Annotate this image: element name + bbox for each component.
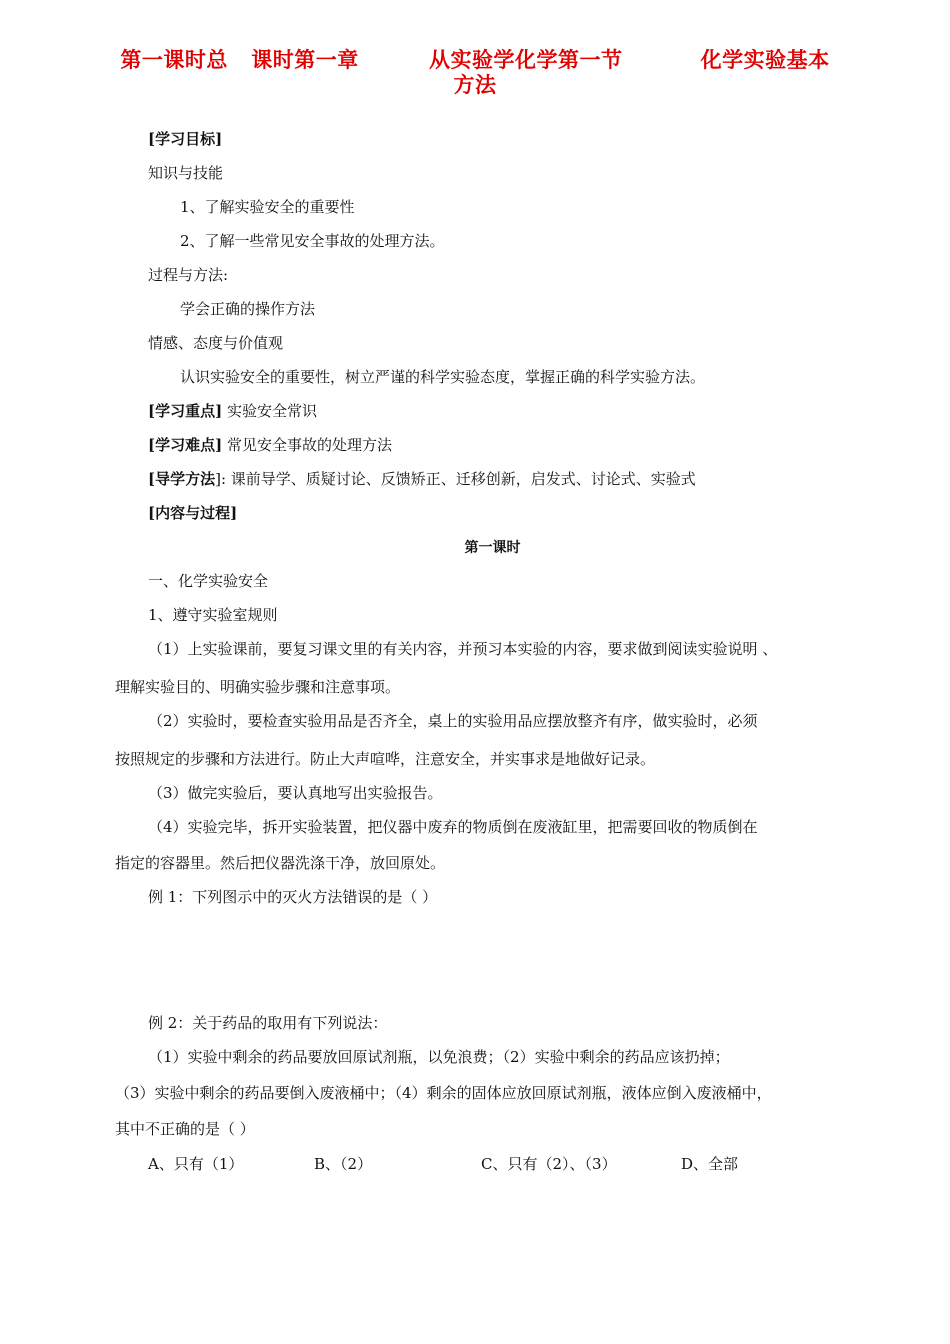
- option-c: C、只有（2）、（3）: [481, 1155, 617, 1173]
- rule-1-line-2: 理解实验目的、明确实验步骤和注意事项。: [115, 678, 401, 696]
- option-d: D、全部: [681, 1155, 739, 1173]
- document-title: [0, 48, 950, 98]
- difficulty-label: [学习难点]: [148, 436, 223, 454]
- difficulty-row: [148, 434, 392, 456]
- example-1: 例 1：下列图示中的灭火方法错误的是（ ）: [148, 888, 438, 906]
- title-line-2: 方法: [453, 73, 497, 97]
- rule-1-line-1: （1）上实验课前，要复习课文里的有关内容，并预习本实验的内容，要求做到阅读实验说明 、: [148, 640, 778, 658]
- method-label: [导学方法: [148, 470, 216, 488]
- lesson-title: 第一课时: [464, 540, 521, 556]
- difficulty-text: 常见安全事故的处理方法: [222, 436, 392, 454]
- knowledge-item-1: 1、了解实验安全的重要性: [180, 198, 355, 216]
- goals-header: [学习目标]: [148, 130, 223, 148]
- rule-2-line-2: 按照规定的步骤和方法进行。防止大声喧哗，注意安全，并实事求是地做好记录。: [115, 750, 656, 768]
- option-a: A、只有（1）: [148, 1155, 244, 1173]
- method-text: ]: 课前导学、质疑讨论、反馈矫正、迁移创新，启发式、讨论式、实验式: [215, 470, 696, 488]
- example-2-line-2: （3）实验中剩余的药品要倒入废液桶中；（4）剩余的固体应放回原试剂瓶，液体应倒入废液桶中，: [115, 1084, 772, 1102]
- rule-2-line-1: （2）实验时，要检查实验用品是否齐全，桌上的实验用品应摆放整齐有序，做实验时，必须: [148, 712, 758, 730]
- option-b: B、（2）: [314, 1155, 373, 1173]
- example-2-line-1: （1）实验中剩余的药品要放回原试剂瓶，以免浪费；（2）实验中剩余的药品应该扔掉；: [148, 1048, 730, 1066]
- example-2-intro: 例 2：关于药品的取用有下列说法：: [148, 1014, 388, 1032]
- content-header: [内容与过程]: [148, 504, 238, 522]
- rule-4-line-2: 指定的容器里。然后把仪器洗涤干净，放回原处。: [115, 854, 446, 872]
- focus-row: [148, 400, 317, 422]
- focus-label: [学习重点]: [148, 402, 223, 420]
- example-2-line-3: 其中不正确的是（ ）: [115, 1120, 255, 1138]
- rule-4-line-1: （4）实验完毕，拆开实验装置，把仪器中废弃的物质倒在废液缸里，把需要回收的物质倒在: [148, 818, 758, 836]
- process-heading: 过程与方法:: [148, 266, 229, 284]
- process-item-1: 学会正确的操作方法: [180, 300, 316, 318]
- emotion-heading: 情感、态度与价值观: [148, 334, 284, 352]
- section-1-heading: 一、化学实验安全: [148, 572, 269, 590]
- rules-heading: 1、遵守实验室规则: [148, 606, 278, 624]
- emotion-item-1: 认识实验安全的重要性，树立严谨的科学实验态度，掌握正确的科学实验方法。: [180, 368, 706, 386]
- title-line-1: 第一课时总 课时第一章 从实验学化学第一节 化学实验基本: [120, 48, 830, 72]
- knowledge-heading: 知识与技能: [148, 164, 224, 182]
- rule-3: （3）做完实验后，要认真地写出实验报告。: [148, 784, 443, 802]
- focus-text: 实验安全常识: [222, 402, 317, 420]
- knowledge-item-2: 2、了解一些常见安全事故的处理方法。: [180, 232, 445, 250]
- method-row: [148, 468, 696, 490]
